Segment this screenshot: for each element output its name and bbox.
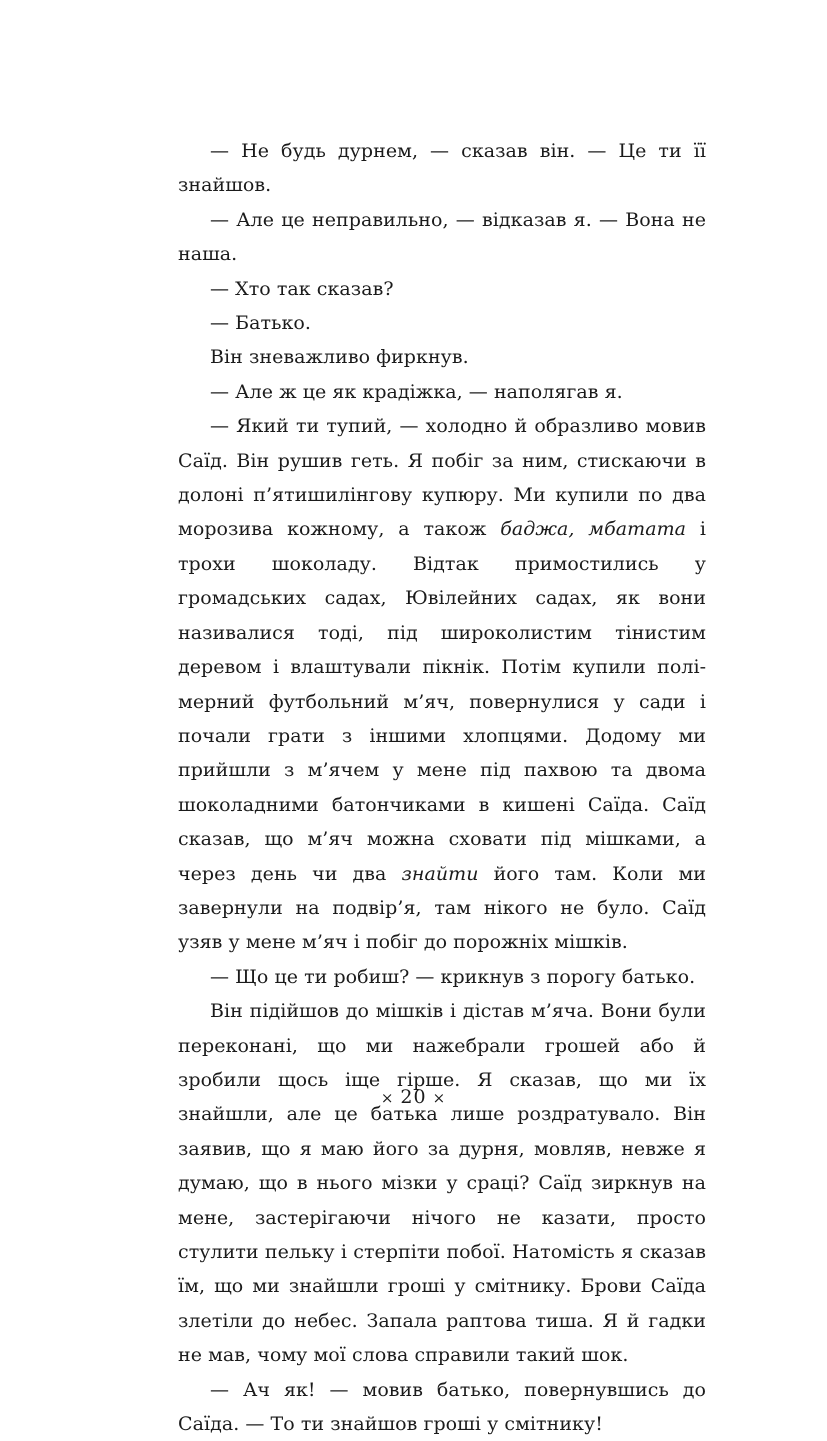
italic-foreign-words: баджа, мбатата xyxy=(500,518,687,541)
paragraph-part: і трохи шоколаду. Відтак примостились у громадських садах, Ювілейних садах, як вони називалися тоді, під широколистим тінистим деревом і влаштували пікнік. Потім купили полімерний футбольний м’яч, повернулися у сади і почали грати з іншими хлопцями. Додому ми прийшли з м’ячем у мене під пахвою та двома шоколадними батончиками в кишені Саїда. Саїд сказав, що м’яч можна сховати під мішками, а через день чи два xyxy=(178,518,706,885)
paragraph-part: — Який ти тупий, — холодно й образливо мовив Саїд. Він рушив геть. Я побіг за ним, стискаючи в долоні п’ятишилінгову купюру. Ми купили по два морозива кожному, а також xyxy=(178,415,706,541)
paragraph-dialogue: — Що це ти робиш? — крикнув з порогу батько. xyxy=(210,965,696,988)
paragraph: Він підійшов до мішків і дістав м’яча. Вони були переконані, що ми нажебрали грошей або й зробили щось іще гірше. Я сказав, що ми їх знайшли, але це батька лише роздратувало. Він заявив, що я маю його за дурня, мовляв, невже я думаю, що в нього мізки у сраці? Саїд зиркнув на мене, застерігаючи нічого не казати, просто стулити пельку і стерпіти побої. Натомість я сказав їм, що ми знайшли гроші у смітнику. Брови Саїда злетіли до небес. Запала раптова тиша. Я й гадки не мав, чому мої слова справили такий шок. xyxy=(178,1000,706,1367)
paragraph-dialogue: — Але це неправильно, — відказав я. — Вона не наша. xyxy=(178,208,706,266)
italic-emphasis: знайти xyxy=(401,862,479,885)
ornament-left: × xyxy=(380,1089,395,1107)
paragraph-dialogue: — Ач як! — мовив батько, повернувшись до Саїда. — То ти знайшов гроші у смітнику! xyxy=(178,1378,706,1436)
paragraph-dialogue-long xyxy=(178,409,706,960)
paragraph-dialogue: — Але ж це як крадіжка, — наполягав я. xyxy=(210,380,623,403)
paragraph: Він зневажливо фиркнув. xyxy=(210,346,469,369)
ornament-right: × xyxy=(432,1089,447,1107)
paragraph-dialogue: — Не будь дурнем, — сказав він. — Це ти її знайшов. xyxy=(178,140,706,197)
page-number: 20 xyxy=(400,1086,427,1108)
body-text xyxy=(178,134,706,1441)
paragraph-dialogue: — Хто так сказав? xyxy=(210,277,394,300)
page-number-footer xyxy=(0,1086,827,1108)
paragraph-dialogue: — Батько. xyxy=(210,312,311,335)
paragraph-part: його там. Коли ми завернули на подвір’я, там нікого не було. Саїд узяв у мене м’яч і побіг до порожніх мішків. xyxy=(178,862,706,954)
